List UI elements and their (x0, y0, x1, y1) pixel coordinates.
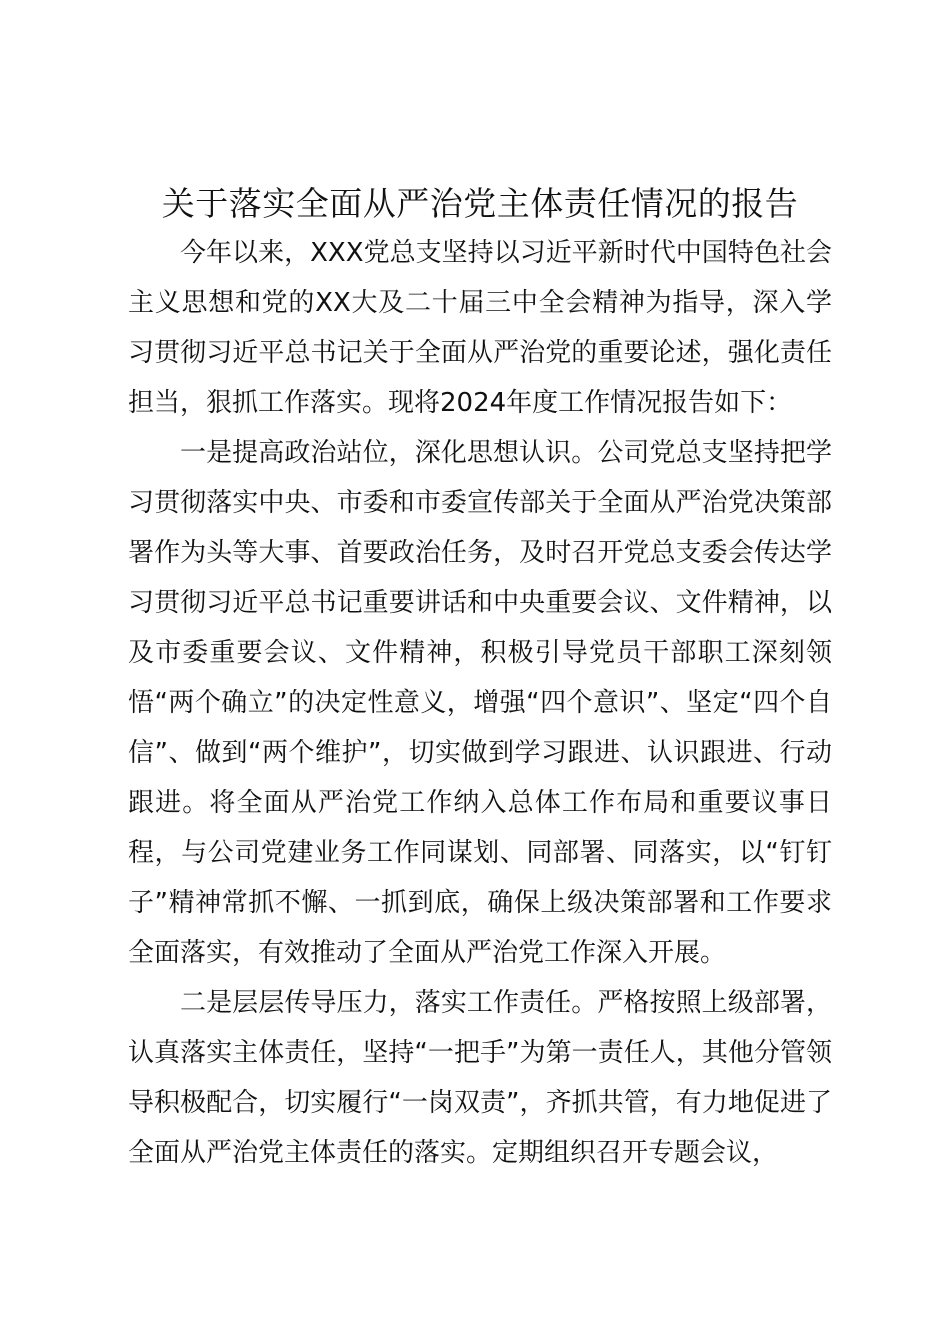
paragraph-intro: 今年以来，XXX党总支坚持以习近平新时代中国特色社会主义思想和党的XX大及二十届三中全会精神为指导，深入学习贯彻习近平总书记关于全面从严治党的重要论述，强化责任担当，狠抓工作落实。现将2024年度工作情况报告如下： (128, 238, 832, 418)
paragraph-point-one: 一是提高政治站位，深化思想认识。公司党总支坚持把学习贯彻落实中央、市委和市委宣传部关于全面从严治党决策部署作为头等大事、首要政治任务，及时召开党总支委会传达学习贯彻习近平总书记重要讲话和中央重要会议、文件精神，以及市委重要会议、文件精神，积极引导党员干部职工深刻领悟“两个确立”的决定性意义，增强“四个意识”、坚定“四个自信”、做到“两个维护”，切实做到学习跟进、认识跟进、行动跟进。将全面从严治党工作纳入总体工作布局和重要议事日程，与公司党建业务工作同谋划、同部署、同落实，以“钉钉子”精神常抓不懈、一抓到底，确保上级决策部署和工作要求全面落实，有效推动了全面从严治党工作深入开展。 (128, 438, 832, 968)
document-title: 关于落实全面从严治党主体责任情况的报告 (161, 184, 799, 223)
paragraph-point-two: 二是层层传导压力，落实工作责任。严格按照上级部署，认真落实主体责任，坚持“一把手”为第一责任人，其他分管领导积极配合，切实履行“一岗双责”，齐抓共管，有力地促进了全面从严治党主体责任的落实。定期组织召开专题会议， (128, 988, 832, 1168)
document-body (128, 228, 832, 1178)
